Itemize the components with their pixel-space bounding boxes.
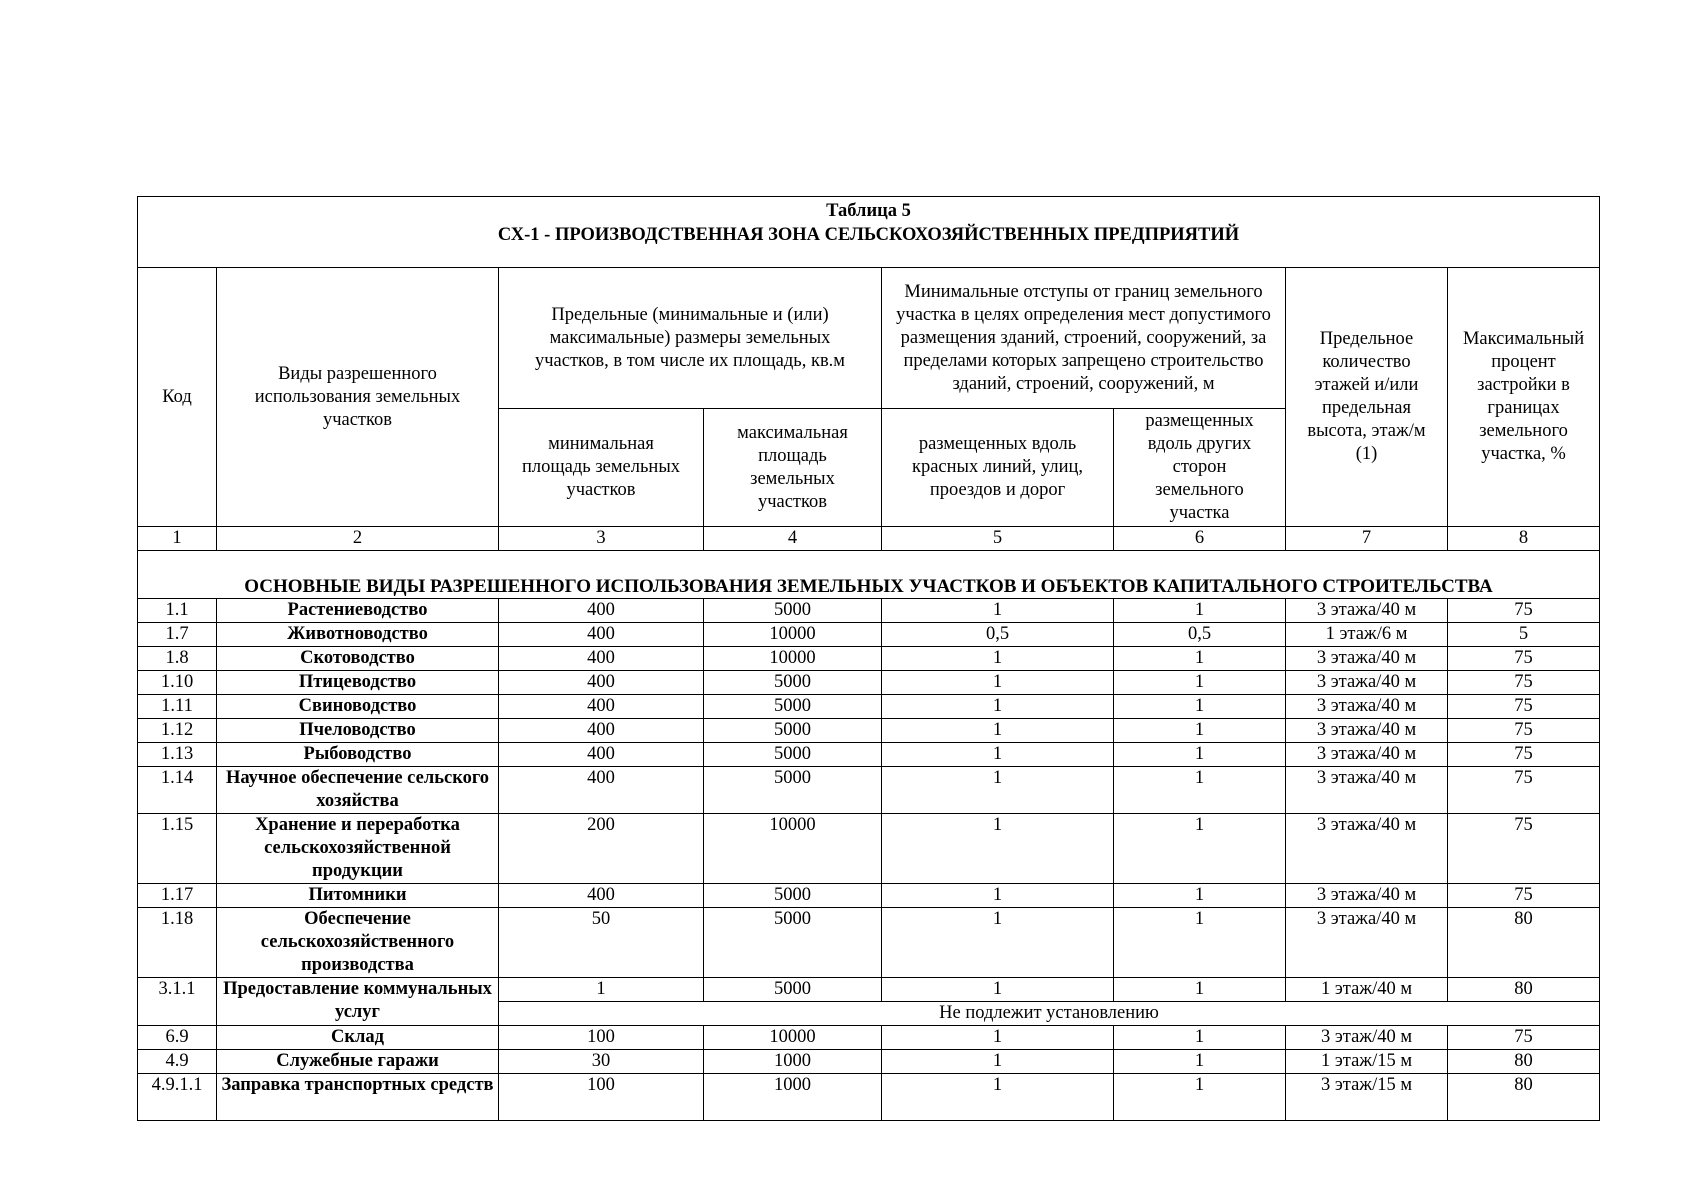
row-code: 1.12 <box>138 719 217 743</box>
row-setback-red: 1 <box>882 908 1114 978</box>
row-min-area: 30 <box>499 1050 704 1074</box>
row-floors: 3 этажа/40 м <box>1286 599 1448 623</box>
header-max-area: максимальная площадь земельных участков <box>704 409 882 527</box>
row-setback-other: 1 <box>1114 767 1286 814</box>
column-number-row <box>138 527 1600 551</box>
row-max-area: 1000 <box>704 1050 882 1074</box>
row-floors: 1 этаж/6 м <box>1286 623 1448 647</box>
row-floors: 3 этаж/15 м <box>1286 1074 1448 1121</box>
row-max-area: 5000 <box>704 978 882 1002</box>
row-percent: 80 <box>1448 1050 1600 1074</box>
row-code: 6.9 <box>138 1026 217 1050</box>
row-max-area: 10000 <box>704 814 882 884</box>
table-row <box>138 908 1600 978</box>
row-setback-other: 1 <box>1114 695 1286 719</box>
row-min-area: 400 <box>499 671 704 695</box>
table-row <box>138 623 1600 647</box>
table-row <box>138 719 1600 743</box>
row-percent: 75 <box>1448 695 1600 719</box>
row-setback-red: 1 <box>882 647 1114 671</box>
row-code: 1.8 <box>138 647 217 671</box>
row-code: 1.10 <box>138 671 217 695</box>
header-min-area: минимальная площадь земельных участков <box>499 409 704 527</box>
row-floors: 1 этаж/15 м <box>1286 1050 1448 1074</box>
column-number: 4 <box>704 527 882 551</box>
row-setback-other: 1 <box>1114 978 1286 1002</box>
main-rows <box>138 599 1600 978</box>
row-max-area: 5000 <box>704 695 882 719</box>
row-min-area: 400 <box>499 695 704 719</box>
row-floors: 3 этажа/40 м <box>1286 767 1448 814</box>
section-title: ОСНОВНЫЕ ВИДЫ РАЗРЕШЕННОГО ИСПОЛЬЗОВАНИЯ ЗЕМЕЛЬНЫХ УЧАСТКОВ И ОБЪЕКТОВ КАПИТАЛЬНОГО СТРОИТЕЛЬСТВА <box>138 551 1600 599</box>
table-title-cell <box>138 197 1600 268</box>
row-max-area: 1000 <box>704 1074 882 1121</box>
row-max-area: 5000 <box>704 767 882 814</box>
table-row <box>138 671 1600 695</box>
row-min-area: 50 <box>499 908 704 978</box>
table-row <box>138 978 1600 1002</box>
table-row <box>138 767 1600 814</box>
column-number: 1 <box>138 527 217 551</box>
table-row <box>138 647 1600 671</box>
row-floors: 3 этажа/40 м <box>1286 814 1448 884</box>
row-percent: 75 <box>1448 884 1600 908</box>
row-min-area: 1 <box>499 978 704 1002</box>
row-percent: 75 <box>1448 1026 1600 1050</box>
row-percent: 5 <box>1448 623 1600 647</box>
row-percent: 75 <box>1448 767 1600 814</box>
row-percent: 75 <box>1448 743 1600 767</box>
row-floors: 3 этаж/40 м <box>1286 1026 1448 1050</box>
row-setback-other: 1 <box>1114 599 1286 623</box>
row-code: 1.14 <box>138 767 217 814</box>
row-min-area: 400 <box>499 884 704 908</box>
row-setback-other: 1 <box>1114 719 1286 743</box>
header-along-red: размещенных вдоль красных линий, улиц, проездов и дорог <box>882 409 1114 527</box>
row-floors: 3 этажа/40 м <box>1286 695 1448 719</box>
row-name: Птицеводство <box>217 671 499 695</box>
row-floors: 3 этажа/40 м <box>1286 671 1448 695</box>
row-setback-other: 1 <box>1114 671 1286 695</box>
row-min-area: 400 <box>499 767 704 814</box>
column-number: 7 <box>1286 527 1448 551</box>
row-name: Служебные гаражи <box>217 1050 499 1074</box>
row-floors: 3 этажа/40 м <box>1286 743 1448 767</box>
table-row <box>138 1074 1600 1121</box>
header-row-top <box>138 268 1600 409</box>
row-setback-red: 1 <box>882 671 1114 695</box>
row-code: 3.1.1 <box>138 978 217 1026</box>
document-sheet <box>137 196 1599 1121</box>
row-code: 1.13 <box>138 743 217 767</box>
header-sizes: Предельные (минимальные и (или) максимальные) размеры земельных участков, в том числе их площадь, кв.м <box>499 268 882 409</box>
row-name: Свиноводство <box>217 695 499 719</box>
table-row <box>138 814 1600 884</box>
row-code: 4.9.1.1 <box>138 1074 217 1121</box>
row-setback-red: 1 <box>882 719 1114 743</box>
column-number: 5 <box>882 527 1114 551</box>
row-min-area: 100 <box>499 1074 704 1121</box>
row-setback-other: 1 <box>1114 1074 1286 1121</box>
row-max-area: 5000 <box>704 743 882 767</box>
row-floors: 3 этажа/40 м <box>1286 719 1448 743</box>
column-number: 8 <box>1448 527 1600 551</box>
row-name: Заправка транспортных средств <box>217 1074 499 1121</box>
row-floors: 1 этаж/40 м <box>1286 978 1448 1002</box>
row-code: 1.18 <box>138 908 217 978</box>
row-floors: 3 этажа/40 м <box>1286 884 1448 908</box>
header-percent: Максимальный процент застройки в границах земельного участка, % <box>1448 268 1600 527</box>
row-max-area: 10000 <box>704 623 882 647</box>
row-code: 1.7 <box>138 623 217 647</box>
row-name: Обеспечение сельскохозяйственного производства <box>217 908 499 978</box>
row-setback-red: 1 <box>882 1026 1114 1050</box>
header-setbacks: Минимальные отступы от границ земельного участка в целях определения мест допустимого размещения зданий, строений, сооружений, за пределами которых запрещено строительство зданий, строений, сооружений, м <box>882 268 1286 409</box>
table-caption: Таблица 5 <box>826 201 911 221</box>
row-setback-red: 1 <box>882 1074 1114 1121</box>
row-floors: 3 этажа/40 м <box>1286 908 1448 978</box>
row-min-area: 400 <box>499 599 704 623</box>
row-max-area: 5000 <box>704 884 882 908</box>
column-number: 2 <box>217 527 499 551</box>
row-min-area: 100 <box>499 1026 704 1050</box>
row-setback-other: 1 <box>1114 647 1286 671</box>
row-floors: 3 этажа/40 м <box>1286 647 1448 671</box>
row-code: 4.9 <box>138 1050 217 1074</box>
row-code: 1.15 <box>138 814 217 884</box>
row-max-area: 10000 <box>704 1026 882 1050</box>
table-row <box>138 884 1600 908</box>
table-row <box>138 599 1600 623</box>
row-name: Предоставление коммунальных услуг <box>217 978 499 1026</box>
zoning-table <box>137 196 1600 1121</box>
row-percent: 80 <box>1448 908 1600 978</box>
row-min-area: 400 <box>499 743 704 767</box>
row-setback-red: 1 <box>882 884 1114 908</box>
column-number: 3 <box>499 527 704 551</box>
row-percent: 80 <box>1448 978 1600 1002</box>
row-setback-red: 0,5 <box>882 623 1114 647</box>
row-min-area: 400 <box>499 719 704 743</box>
row-min-area: 400 <box>499 623 704 647</box>
row-max-area: 5000 <box>704 908 882 978</box>
row-max-area: 5000 <box>704 671 882 695</box>
row-setback-other: 1 <box>1114 908 1286 978</box>
table-title-row <box>138 197 1600 268</box>
row-setback-red: 1 <box>882 695 1114 719</box>
row-name: Научное обеспечение сельского хозяйства <box>217 767 499 814</box>
header-along-other: размещенных вдоль других сторон земельного участка <box>1114 409 1286 527</box>
row-setback-other: 1 <box>1114 1050 1286 1074</box>
row-setback-other: 1 <box>1114 814 1286 884</box>
row-percent: 75 <box>1448 719 1600 743</box>
table-title: СХ-1 - ПРОИЗВОДСТВЕННАЯ ЗОНА СЕЛЬСКОХОЗЯЙСТВЕННЫХ ПРЕДПРИЯТИЙ <box>497 225 1240 245</box>
table-row <box>138 1050 1600 1074</box>
row-note: Не подлежит установлению <box>499 1002 1600 1026</box>
header-code: Код <box>138 268 217 527</box>
table-row <box>138 1026 1600 1050</box>
row-max-area: 5000 <box>704 599 882 623</box>
row-setback-red: 1 <box>882 743 1114 767</box>
row-name: Пчеловодство <box>217 719 499 743</box>
row-min-area: 400 <box>499 647 704 671</box>
column-number: 6 <box>1114 527 1286 551</box>
row-name: Питомники <box>217 884 499 908</box>
row-name: Хранение и переработка сельскохозяйственной продукции <box>217 814 499 884</box>
row-setback-red: 1 <box>882 978 1114 1002</box>
row-setback-red: 1 <box>882 1050 1114 1074</box>
row-code: 1.17 <box>138 884 217 908</box>
row-percent: 75 <box>1448 647 1600 671</box>
table-row <box>138 695 1600 719</box>
row-name: Скотоводство <box>217 647 499 671</box>
row-name: Растениеводство <box>217 599 499 623</box>
row-setback-red: 1 <box>882 599 1114 623</box>
row-setback-other: 0,5 <box>1114 623 1286 647</box>
row-setback-red: 1 <box>882 814 1114 884</box>
row-setback-other: 1 <box>1114 1026 1286 1050</box>
header-kinds: Виды разрешенного использования земельных участков <box>217 268 499 527</box>
section-header-row <box>138 551 1600 599</box>
header-floors: Предельное количество этажей и/или предельная высота, этаж/м (1) <box>1286 268 1448 527</box>
row-setback-other: 1 <box>1114 743 1286 767</box>
row-code: 1.1 <box>138 599 217 623</box>
row-name: Рыбоводство <box>217 743 499 767</box>
row-percent: 75 <box>1448 814 1600 884</box>
row-code: 1.11 <box>138 695 217 719</box>
row-max-area: 10000 <box>704 647 882 671</box>
row-min-area: 200 <box>499 814 704 884</box>
row-name: Животноводство <box>217 623 499 647</box>
row-name: Склад <box>217 1026 499 1050</box>
row-max-area: 5000 <box>704 719 882 743</box>
tail-rows <box>138 1026 1600 1121</box>
row-setback-red: 1 <box>882 767 1114 814</box>
row-percent: 80 <box>1448 1074 1600 1121</box>
table-row <box>138 743 1600 767</box>
row-percent: 75 <box>1448 599 1600 623</box>
row-setback-other: 1 <box>1114 884 1286 908</box>
row-percent: 75 <box>1448 671 1600 695</box>
